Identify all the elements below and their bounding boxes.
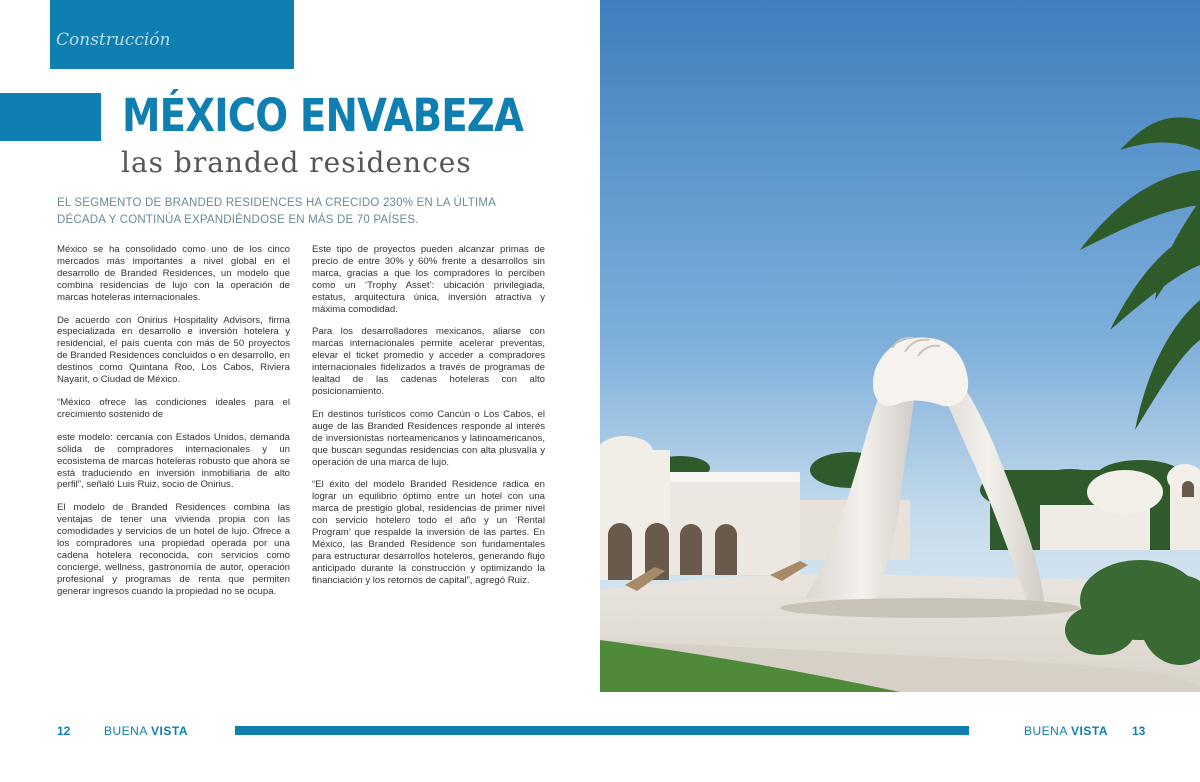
brand-first-word: BUENA [1024, 724, 1068, 738]
brand-first-word: BUENA [104, 724, 148, 738]
paragraph: este modelo: cercanía con Estados Unidos, demanda sólida de compradores internacionales y un ecosistema de marcas hoteleras robusto que ahora se está traduciendo en inversión inmobiliaria de alto perfil”, señaló Luis Ruiz, socio de Onirius. [57, 431, 290, 491]
article-lead: EL SEGMENTO DE BRANDED RESIDENCES HA CRECIDO 230% EN LA ÚLTIMA DÉCADA Y CONTINÚA EXPANDIÉNDOSE EN MÁS DE 70 PAÍSES. [57, 197, 496, 226]
article-subtitle: las branded residences [121, 146, 472, 179]
footer-rule [235, 726, 969, 735]
paragraph: Para los desarrolladores mexicanos, aliarse con marcas internacionales permite acelerar preventas, elevar el ticket promedio y acceder a compradores internacionales fidelizados a través de programas de lealtad de las cadenas hoteleras con alto posicionamiento. [312, 326, 545, 397]
brand-second-word: VISTA [1071, 724, 1108, 738]
title-accent-bar [0, 93, 101, 141]
paragraph: De acuerdo con Onirius Hospitality Advisors, firma especializada en desarrollo e inversión hotelera y residencial, el país cuenta con más de 50 proyectos de Branded Residences concluidos o en desarrollo, en destinos como Quintana Roo, Los Cabos, Riviera Nayarit, o Ciudad de México. [57, 314, 290, 386]
paragraph: “México ofrece las condiciones ideales para el crecimiento sostenido de [57, 396, 290, 420]
brand-second-word: VISTA [151, 724, 188, 738]
section-tab [50, 0, 294, 69]
paragraph: “El éxito del modelo Branded Residence radica en lograr un equilibrio óptimo entre un hotel con una marca de prestigio global, residencias de primer nivel con servicio hotelero todo el año y un ‘Rental Program’ que respalde la inversión de las partes. En México, las Branded Residence son fundamentales para estructurar desarrollos hoteleros, generando flujo anticipado durante la construcción y optimizando la financiación y los retornos de capital”, agregó Ruiz. [312, 479, 545, 586]
page-number-right: 13 [1132, 724, 1146, 738]
article-title: MÉXICO ENVABEZA [122, 89, 524, 142]
section-label: Construcción [56, 30, 171, 50]
magazine-brand-left [104, 724, 188, 738]
text-column-2 [312, 244, 545, 598]
text-column-1 [57, 244, 290, 609]
resort-hands-sculpture-photo [600, 0, 1200, 692]
magazine-brand-right [1024, 724, 1108, 738]
paragraph: Este tipo de proyectos pueden alcanzar primas de precio de entre 30% y 60% frente a desarrollos sin marca, gracias a que los compradores lo perciben como un ‘Trophy Asset’: ubicación privilegiada, estatus, arquitectura única, inversión atractiva y máxima comodidad. [312, 244, 545, 315]
paragraph: México se ha consolidado como uno de los cinco mercados más importantes a nivel global en el desarrollo de Branded Residences, un modelo que combina residencias de lujo con la operación de marcas hoteleras internacionales. [57, 244, 290, 303]
paragraph: En destinos turísticos como Cancún o Los Cabos, el auge de las Branded Residences responde al interés de inversionistas norteamericanos y latinoamericanos, que buscan segundas residencias con alta plusvalía y operación de una marca de lujo. [312, 408, 545, 468]
paragraph: El modelo de Branded Residences combina las ventajas de tener una vivienda propia con las comodidades y servicios de un hotel de lujo. Ofrece a los compradores una propiedad operada por una cadena hotelera reconocida, con servicios como concierge, wellness, gastronomía de autor, operación profesional y programas de renta que permiten generar ingresos cuando la propiedad no se ocupa. [57, 502, 290, 597]
page-number-left: 12 [57, 724, 71, 738]
